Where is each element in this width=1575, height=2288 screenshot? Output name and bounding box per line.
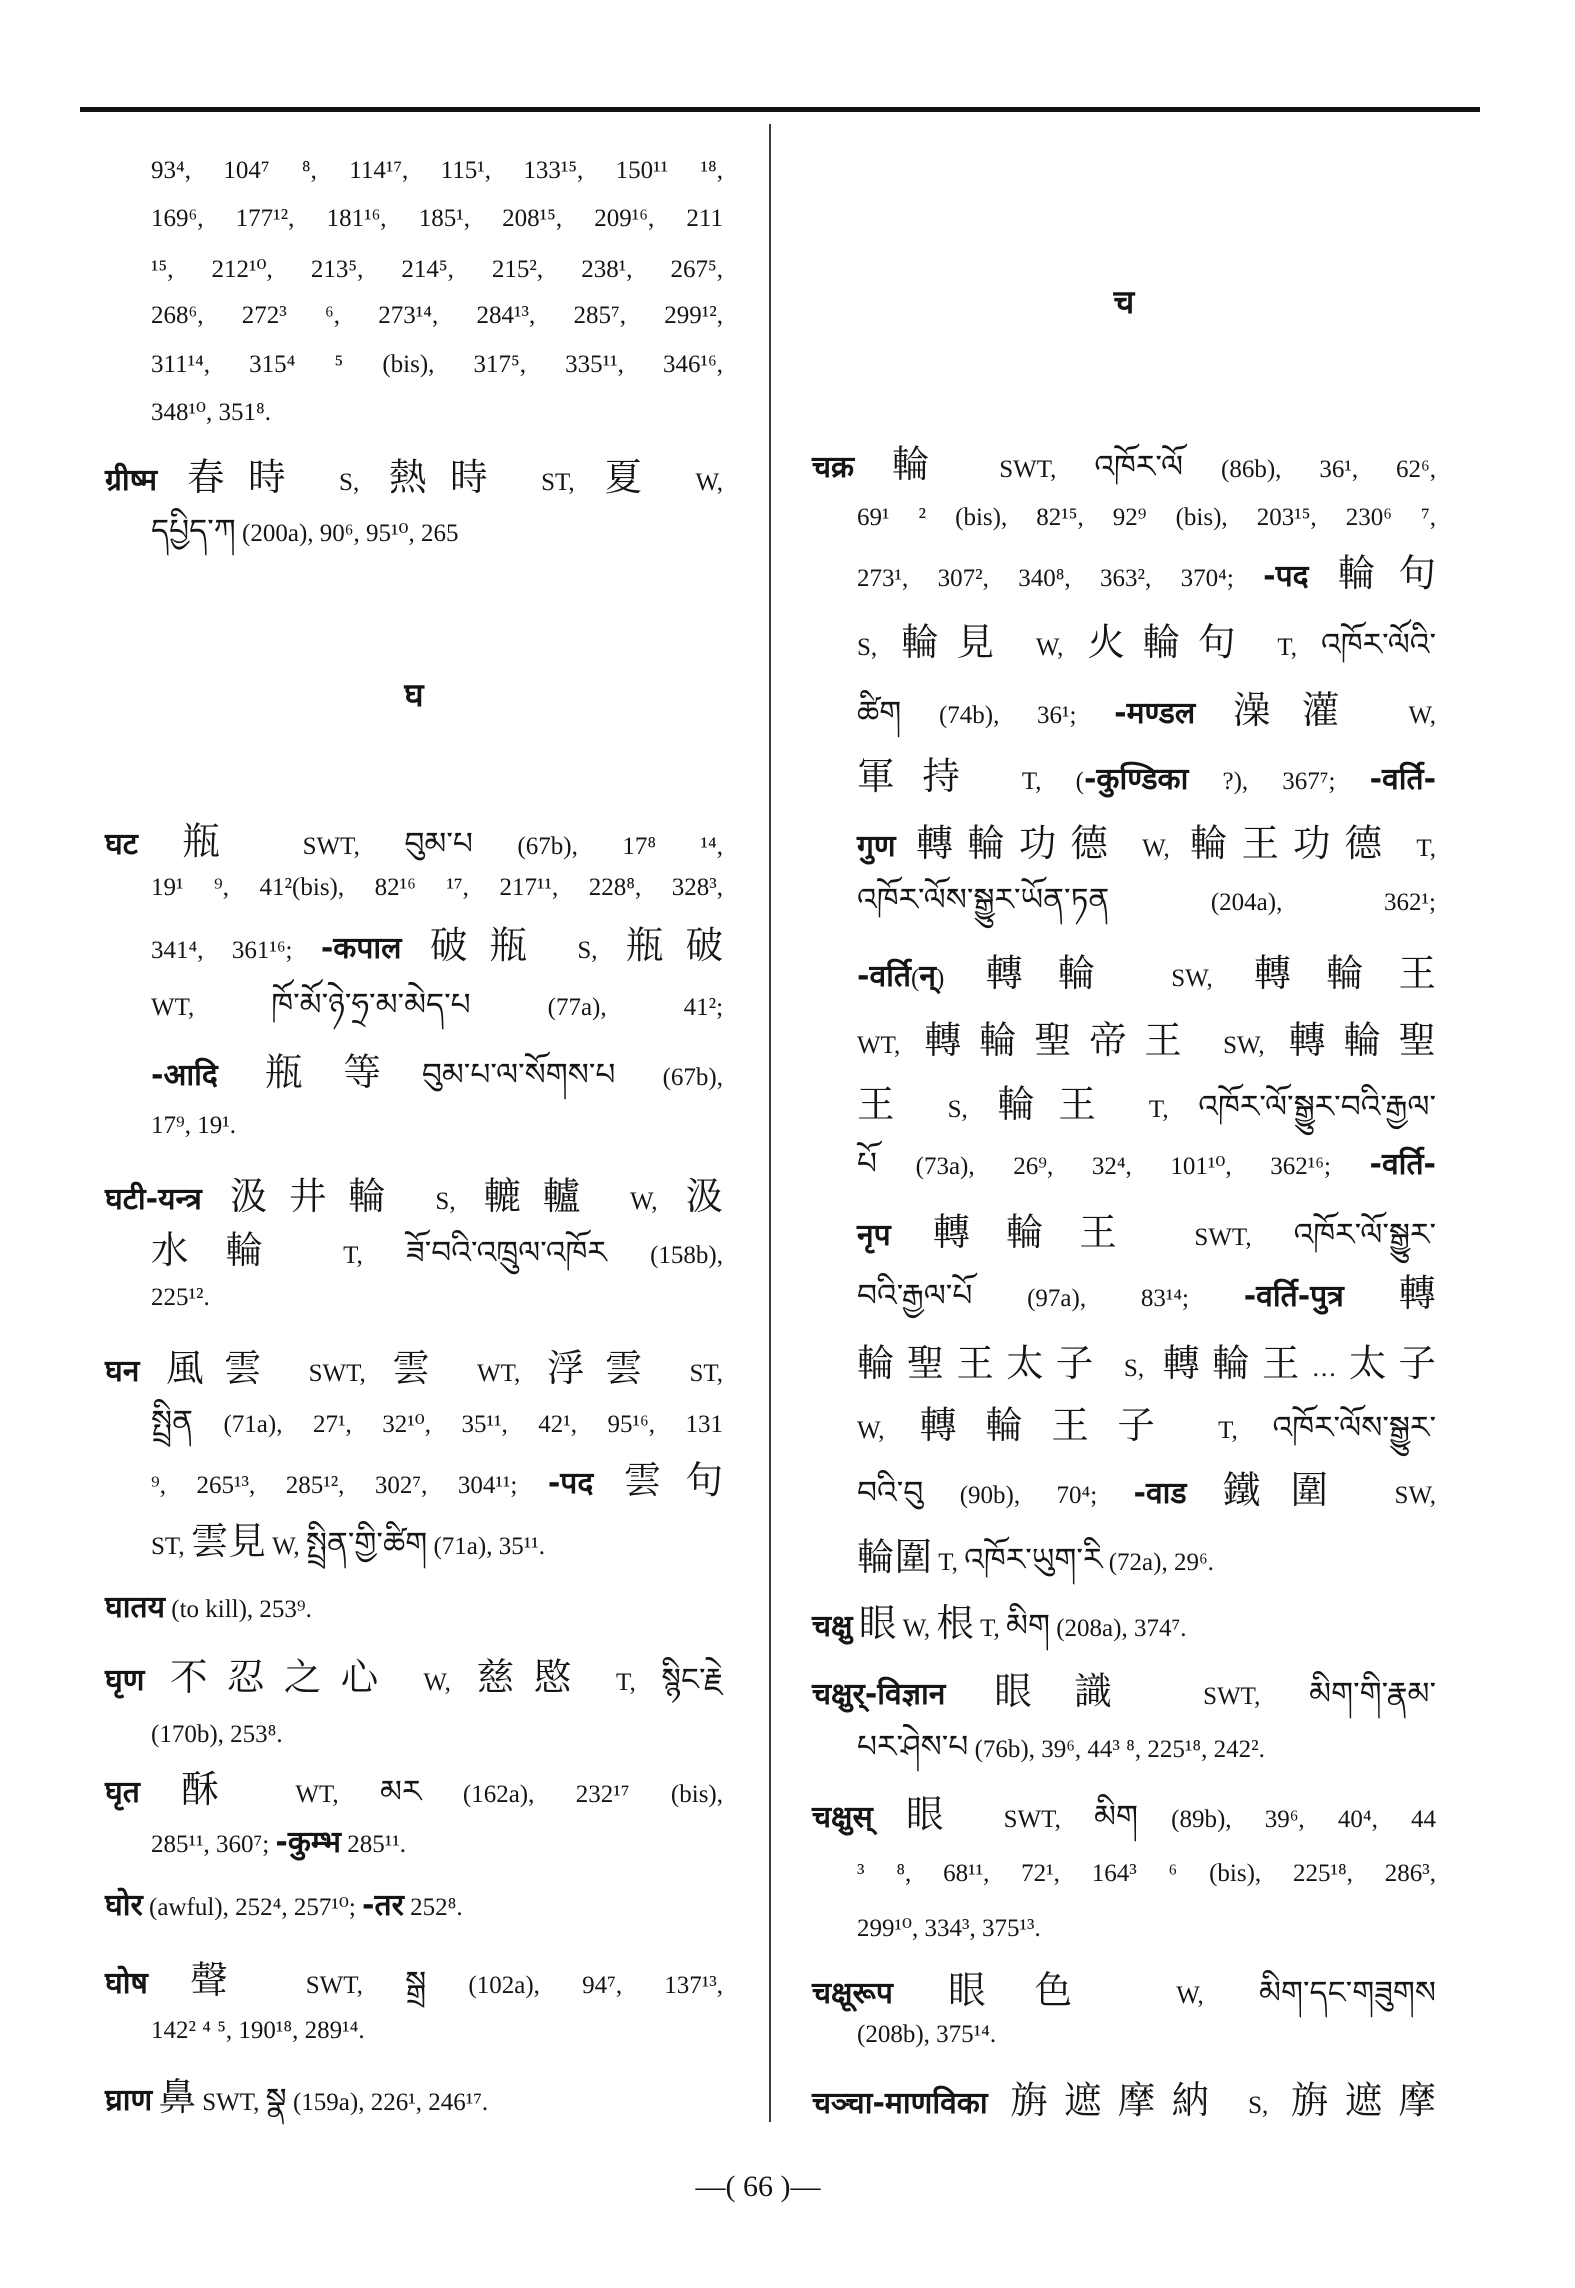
entry-line: ཚིག (74b), 36¹; -मण्डल 澡灌 W, [857,688,1436,732]
entry-headline: घोष 聲 SWT, སྒྲ (102a), 94⁷, 137¹³, [105,1958,724,2002]
entry-line: S, 輪見 W, 火輪句 T, འཁོར་ལོའི་ [857,620,1437,664]
entry-headline: घन 風雲 SWT, 雲 WT, 浮雲 ST, [105,1346,724,1390]
entry-line: -वर्ति(न्) 轉輪 SW, 轉輪王 [857,951,1436,995]
entry-line: ¹⁵, 212¹⁰, 213⁵, 214⁵, 215², 238¹, 267⁵, [151,256,723,283]
entry-headline: चक्षुस् 眼 SWT, མིག (89b), 39⁶, 40⁴, 44 [812,1792,1436,1836]
entry-headline: घृत 酥 WT, མར (162a), 232¹⁷ (bis), [105,1767,723,1811]
entry-line: 輪圍 T, འཁོར་ཡུག་རི (72a), 29⁶. [857,1535,1214,1579]
entry-line: 285¹¹, 360⁷; -कुम्भ 285¹¹. [151,1825,406,1860]
entry-headline: घट 瓶 SWT, བུམ་པ (67b), 17⁸ ¹⁴, [105,819,724,863]
page-number: —( 66 )— [695,2170,821,2203]
entry-line: गुण 轉輪功德 W, 輪王功德 T, [857,821,1437,865]
entry-headline: घृण 不忍之心 W, 慈愍 T, སྙིང་རྗེ [105,1655,723,1699]
entry-line: 268⁶, 272³ ⁶, 273¹⁴, 284¹³, 285⁷, 299¹², [151,302,723,329]
entry-headline: चक्षुर्-विज्ञान 眼識 SWT, མིག་གི་རྣམ་ [812,1669,1437,1713]
entry-line: པར་ཤེས་པ (76b), 39⁶, 44³ ⁸, 225¹⁸, 242². [857,1729,1265,1765]
entry-headline: घ्राण 鼻 SWT, སྣ (159a), 226¹, 246¹⁷. [105,2075,489,2119]
entry-line: 17⁹, 19¹. [151,1112,236,1139]
column-divider [769,124,771,2122]
entry-line: W, 轉輪王子 T, འཁོར་ལོས་སྒྱུར་ [857,1403,1436,1447]
entry-line: नृप 轉輪王 SWT, འཁོར་ལོ་སྒྱུར་ [857,1210,1436,1254]
entry-line: ³ ⁸, 68¹¹, 72¹, 164³ ⁶ (bis), 225¹⁸, 286³, [857,1860,1436,1887]
entry-headline: चक्षूरूप 眼色 W, མིག་དང་གཟུགས [812,1968,1436,2012]
entry-line: སྤྲིན (71a), 27¹, 32¹⁰, 35¹¹, 42¹, 95¹⁶, 131 [151,1404,723,1440]
entry-headline: चक्षु 眼 W, 根 T, མིག (208a), 374⁷. [812,1601,1187,1645]
entry-headline: ग्रीष्म 春時 S, 熱時 ST, 夏 W, [105,455,724,499]
entry-line: 169⁶, 177¹², 181¹⁶, 185¹, 208¹⁵, 209¹⁶, 211 [151,205,723,232]
entry-line: དཔྱིད་ཀ (200a), 90⁶, 95¹⁰, 265 [151,513,459,549]
right-column [812,0,1436,2288]
entry-line: བའི་རྒྱལ་པོ (97a), 83¹⁴; -वर्ति-पुत्र 轉 [857,1271,1437,1315]
entry-line: 93⁴, 104⁷ ⁸, 114¹⁷, 115¹, 133¹⁵, 150¹¹ ¹⁸, [151,157,723,184]
entry-headline: घोर (awful), 252⁴, 257¹⁰; -तर 252⁸. [105,1888,463,1923]
entry-line: 142² ⁴ ⁵, 190¹⁸, 289¹⁴. [151,2017,365,2044]
entry-line: (170b), 253⁸. [151,1721,283,1748]
entry-line: 348¹⁰, 351⁸. [151,399,271,426]
entry-headline: चञ्चा-माणविका 旃遮摩納 S, 旃遮摩 [812,2078,1437,2122]
entry-line: 王 S, 輪王 T, འཁོར་ལོ་སྒྱུར་བའི་རྒྱལ་ [857,1082,1437,1126]
entry-line: 341⁴, 361¹⁶; -कपाल 破瓶 S, 瓶破 [151,923,724,967]
entry-line: WT, 轉輪聖帝王 SW, 轉輪聖 [857,1018,1437,1062]
entry-line: WT, ཁོ་མོ་ཉེ་ཧྲ་མ་མེད་པ (77a), 41²; [151,987,724,1023]
entry-line: ST, 雲見 W, སྤྲིན་གྱི་ཚིག (71a), 35¹¹. [151,1519,545,1563]
entry-line: 273¹, 307², 340⁸, 363², 370⁴; -पद 輪句 [857,551,1437,595]
entry-headline: चक्र 輪 SWT, འཁོར་ལོ (86b), 36¹, 62⁶, [812,442,1437,486]
entry-line: -आदि 瓶等བུམ་པ་ལ་སོགས་པ (67b), [151,1050,723,1094]
entry-line: བའི་བུ (90b), 70⁴; -वाड 鐵圍 SW, [857,1468,1437,1512]
entry-line: 水輪 T, ཟོ་བའི་འཁྲུལ་འཁོར (158b), [151,1228,723,1272]
left-column [105,0,723,2288]
entry-line: 軍持 T, (-कुण्डिका ?), 367⁷; -वर्ति- [857,754,1437,798]
entry-line: (208b), 375¹⁴. [857,2021,997,2048]
entry-line: 225¹². [151,1284,210,1311]
entry-line: 輪聖王太子 S, 轉輪王…太子 [857,1341,1437,1385]
entry-headline: घटी-यन्त्र 汲井輪 S, 轆轤 W, 汲 [105,1174,724,1218]
entry-line: 69¹ ² (bis), 82¹⁵, 92⁹ (bis), 203¹⁵, 230⁶ ⁷, [857,504,1436,531]
entry-line: 19¹ ⁹, 41²(bis), 82¹⁶ ¹⁷, 217¹¹, 228⁸, 328³, [151,874,723,901]
entry-line: 299¹⁰, 334³, 375¹³. [857,1915,1041,1942]
section-heading: घ [404,676,424,714]
entry-line: ⁹, 265¹³, 285¹², 302⁷, 304¹¹; -पद 雲句 [151,1458,723,1502]
entry-line: འཁོར་ལོས་སྒྱུར་ཡོན་ཏན (204a), 362¹; [857,882,1436,918]
entry-line: 311¹⁴, 315⁴ ⁵ (bis), 317⁵, 335¹¹, 346¹⁶, [151,351,723,378]
entry-line: པོ (73a), 26⁹, 32⁴, 101¹⁰, 362¹⁶; -वर्ति- [857,1146,1436,1182]
section-heading: च [1113,283,1135,321]
entry-headline: घातय (to kill), 253⁹. [105,1590,312,1625]
